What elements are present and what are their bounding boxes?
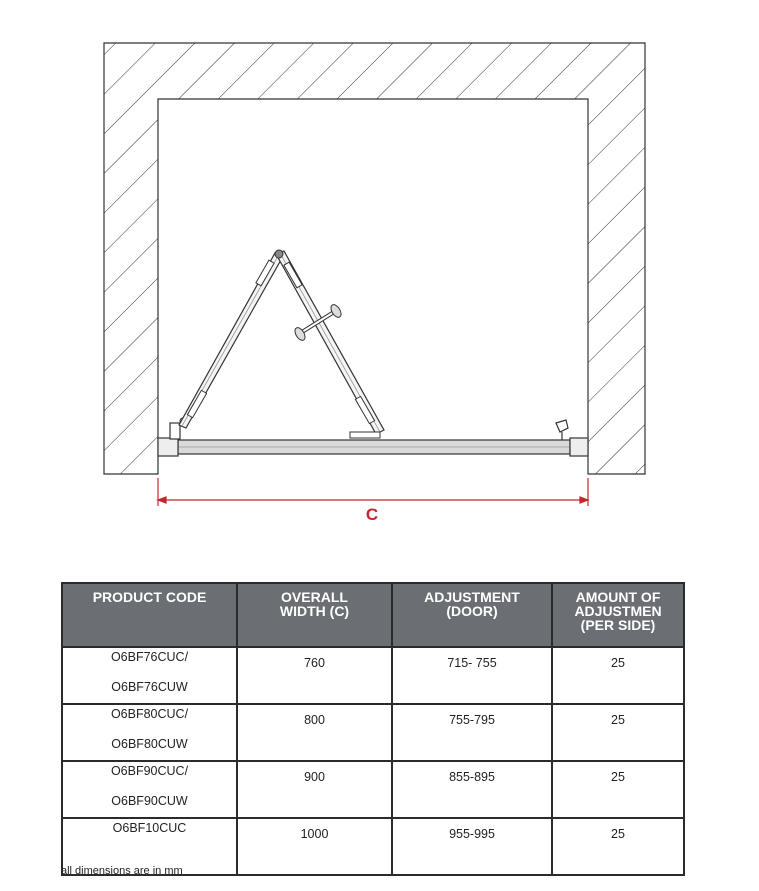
cell-product-code: O6BF76CUC/ O6BF76CUW: [62, 647, 237, 704]
cell-width: 800: [237, 704, 392, 761]
right-catch: [556, 420, 568, 440]
table-row: [62, 704, 684, 761]
table-row: [62, 647, 684, 704]
cell-adjustment: 715- 755: [392, 647, 552, 704]
cell-width: 900: [237, 761, 392, 818]
cell-per-side: 25: [552, 647, 684, 704]
footnote: all dimensions are in mm: [61, 865, 183, 877]
table-row: [62, 761, 684, 818]
cell-product-code: O6BF10CUC: [62, 818, 237, 875]
cell-adjustment: 755-795: [392, 704, 552, 761]
cell-product-code: O6BF80CUC/ O6BF80CUW: [62, 704, 237, 761]
cell-per-side: 25: [552, 704, 684, 761]
header-overall-width: OVERALL WIDTH (C): [237, 583, 392, 647]
table-header-row: [62, 583, 684, 647]
header-amount-of-adjustment: AMOUNT OF ADJUSTMEN (PER SIDE): [552, 583, 684, 647]
door-handle: [293, 303, 343, 342]
header-adjustment: ADJUSTMENT (DOOR): [392, 583, 552, 647]
track-bar: [158, 438, 588, 456]
cell-per-side: 25: [552, 818, 684, 875]
dimension-line-c: [158, 478, 588, 506]
spec-table: [61, 582, 685, 876]
left-door-panel: [179, 253, 282, 428]
right-door-panel: [276, 251, 384, 434]
header-product-code: PRODUCT CODE: [62, 583, 237, 647]
cell-adjustment: 855-895: [392, 761, 552, 818]
dimension-label: C: [365, 505, 379, 524]
cell-width: 1000: [237, 818, 392, 875]
cell-per-side: 25: [552, 761, 684, 818]
pivot-bracket: [350, 432, 380, 438]
cell-product-code: O6BF90CUC/ O6BF90CUW: [62, 761, 237, 818]
center-hinge: [275, 250, 283, 258]
cell-adjustment: 955-995: [392, 818, 552, 875]
wall-hatching: [104, 43, 645, 474]
cell-width: 760: [237, 647, 392, 704]
